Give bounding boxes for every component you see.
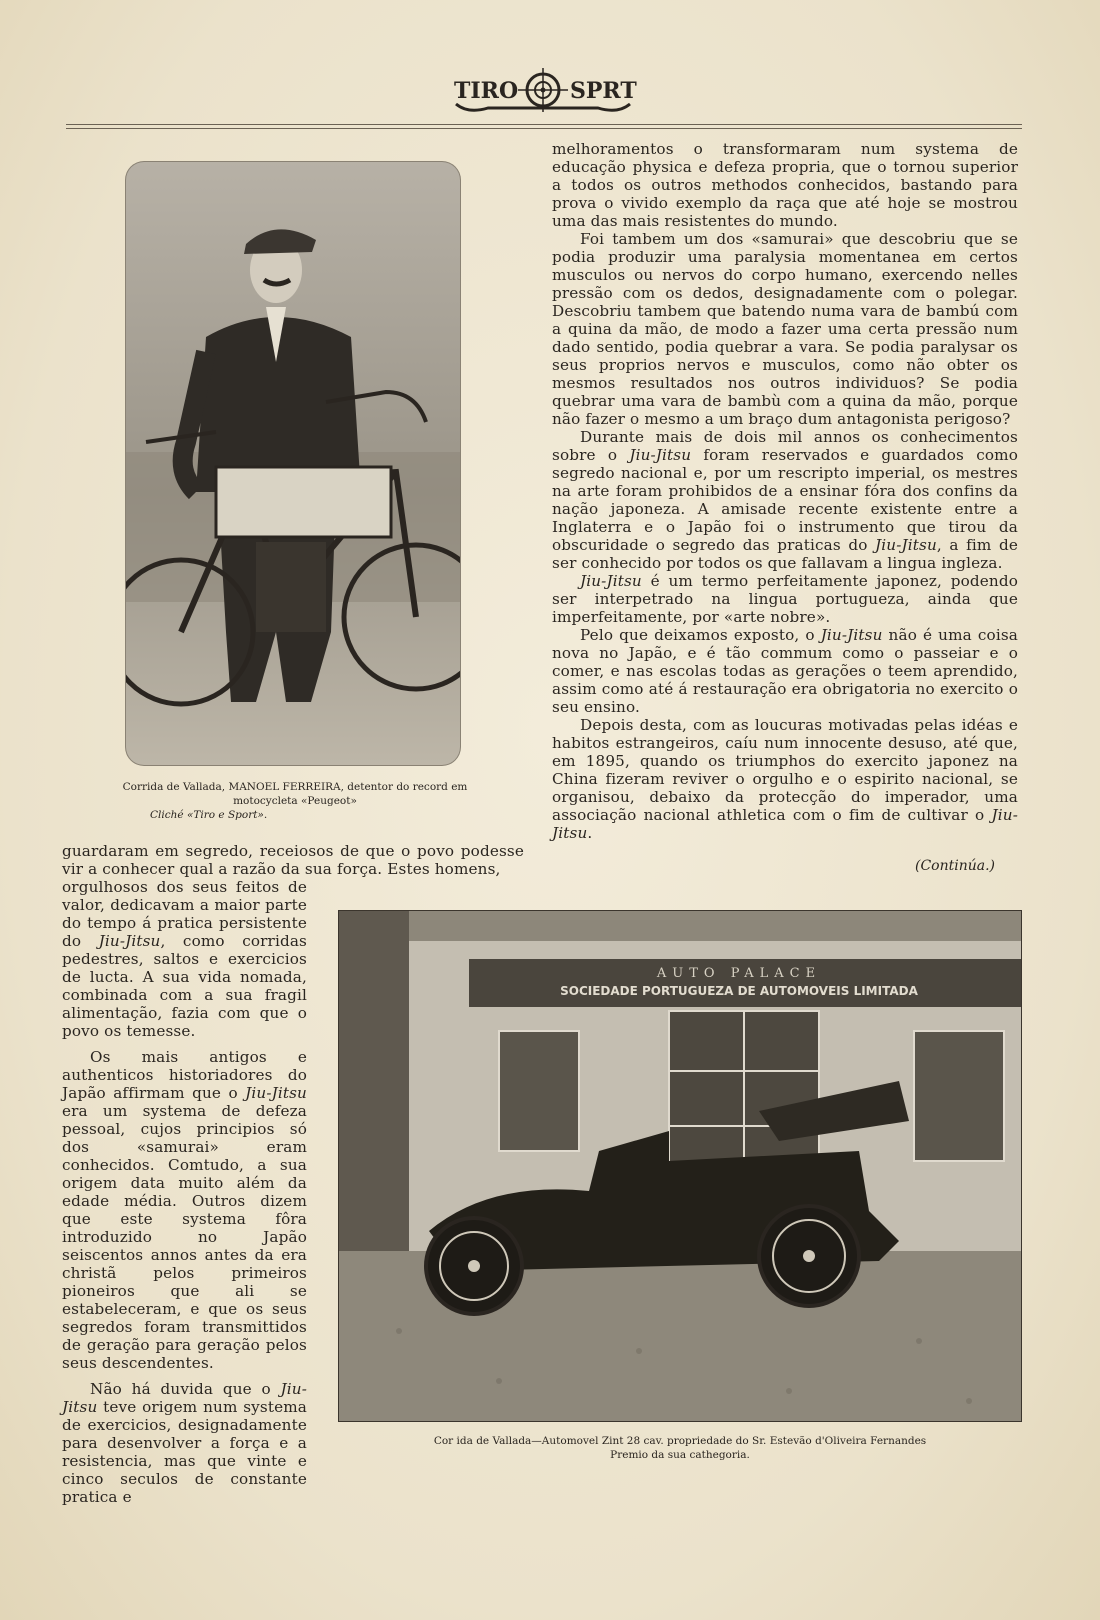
continua-note: (Continúa.) bbox=[915, 858, 996, 874]
sign-top-text: AUTO PALACE bbox=[656, 966, 822, 981]
article-paragraph: Depois desta, com as loucuras motivadas pelas idéas e habitos estrangeiros, caíu num innocente desuso, até que, em 1895, quando os triumphos do exercito japonez na China fizeram reviver o orgulho e o espirito nacional, se organisou, debaixo da protecção do imperador, uma associação nacional athletica com o fim de cultivar o Jiu-Jitsu. bbox=[552, 716, 1018, 842]
article-paragraph: Foi tambem um dos «samurai» que descobriu que se podia produzir uma paralysia momentanea em certos musculos ou nervos do corpo humano, exercendo nelles pressão com os dedos, designadamente com o polegar. Descobriu tambem que batendo numa vara de bambú com a quina da mão, de modo a fazer uma certa pressão num dado sentido, podia quebrar a vara. Se podia paralysar os seus proprios nervos e musculos, como não obter os mesmos resultados nos outros individuos? Se podia quebrar uma vara de bambù com a quina da mão, porque não fazer o mesmo a um braço dum antagonista perigoso? bbox=[552, 230, 1018, 428]
photo1-caption-line1: Corrida de Vallada, MANOEL FERREIRA, detentor do record em bbox=[122, 781, 468, 793]
article-paragraph: Jiu-Jitsu é um termo perfeitamente japonez, podendo ser interpetrado na lingua portugueza, ainda que imperfeitamente, por «arte nobre». bbox=[552, 572, 1018, 626]
article-left-top bbox=[62, 842, 524, 878]
photo1-caption-line2: motocycleta «Peugeot» bbox=[233, 795, 357, 807]
article-paragraph: melhoramentos o transformaram num systema de educação physica e defeza propria, que o tornou superior a todos os outros methodos conhecidos, bastando para prova o vivido exemplo da raça que até hoje se mostrou uma das mais resistentes do mundo. bbox=[552, 140, 1018, 230]
header-rule bbox=[66, 124, 1022, 129]
article-right-column bbox=[552, 140, 1018, 842]
svg-text:TIRO: TIRO bbox=[454, 78, 519, 104]
article-paragraph: Os mais antigos e authenticos historiadores do Japão affirmam que o Jiu-Jitsu era um systema de defeza pessoal, cujos principios só dos «samurai» eram conhecidos. Comtudo, a sua origem data muito além da edade média. Outros dizem que este systema fôra introduzido no Japão seiscentos annos antes da era christã pelos primeiros pioneiros que ali se estabeleceram, e que os seus segredos foram transmittidos de geração para geração pelos seus descendentes. bbox=[62, 1048, 307, 1372]
article-paragraph: guardaram em segredo, receiosos de que o povo podesse vir a conhecer qual a razão da sua força. Estes homens, bbox=[62, 842, 524, 878]
photo2-caption-line2: Premio da sua cathegoria. bbox=[610, 1449, 750, 1461]
photo2-caption-line1: Cor ida de Vallada—Automovel Zint 28 cav. propriedade do Sr. Estevão d'Oliveira Fernandes bbox=[433, 1435, 927, 1447]
article-paragraph: orgulhosos dos seus feitos de valor, dedicavam a maior parte do tempo á pratica persistente do Jiu-Jitsu, como corridas pedestres, saltos e exercicios de lucta. A sua vida nomada, combinada com a sua fragil alimentação, fazia com que o povo os temesse. bbox=[62, 878, 307, 1040]
photo2-caption bbox=[400, 1434, 960, 1462]
article-left-column bbox=[62, 878, 307, 1506]
article-paragraph: Não há duvida que o Jiu-Jitsu teve origem num systema de exercicios, designadamente para desenvolver a força e a resistencia, mas que vinte e cinco seculos de constante pratica e bbox=[62, 1380, 307, 1506]
article-paragraph: Durante mais de dois mil annos os conhecimentos sobre o Jiu-Jitsu foram reservados e guardados como segredo nacional e, por um rescripto imperial, os mestres na arte foram prohibidos de a ensinar fóra dos confins da nação japoneza. A amisade recente existente entre a Inglaterra e o Japão foi o instrumento que tirou da obscuridade o segredo das praticas do Jiu-Jitsu, a fim de ser conhecido por todos os que fallavam a lingua ingleza. bbox=[552, 428, 1018, 572]
automobile-photo bbox=[338, 910, 1022, 1422]
motorcycle-illustration bbox=[126, 162, 460, 765]
photo1-caption bbox=[110, 780, 480, 822]
automobile-illustration bbox=[339, 911, 1021, 1421]
sign-main-text: SOCIEDADE PORTUGUEZA DE AUTOMOVEIS LIMITADA bbox=[560, 984, 918, 998]
masthead-logo bbox=[448, 64, 638, 116]
svg-text:SPRT: SPRT bbox=[570, 78, 637, 104]
motorcycle-rider-photo bbox=[126, 162, 460, 765]
article-paragraph: Pelo que deixamos exposto, o Jiu-Jitsu não é uma coisa nova no Japão, e é tão commum como o passeiar e o comer, e nas escolas todas as gerações o teem aprendido, assim como até á restauração era obrigatoria no exercito o seu ensino. bbox=[552, 626, 1018, 716]
photo1-caption-credit: Cliché «Tiro e Sport». bbox=[150, 809, 268, 821]
